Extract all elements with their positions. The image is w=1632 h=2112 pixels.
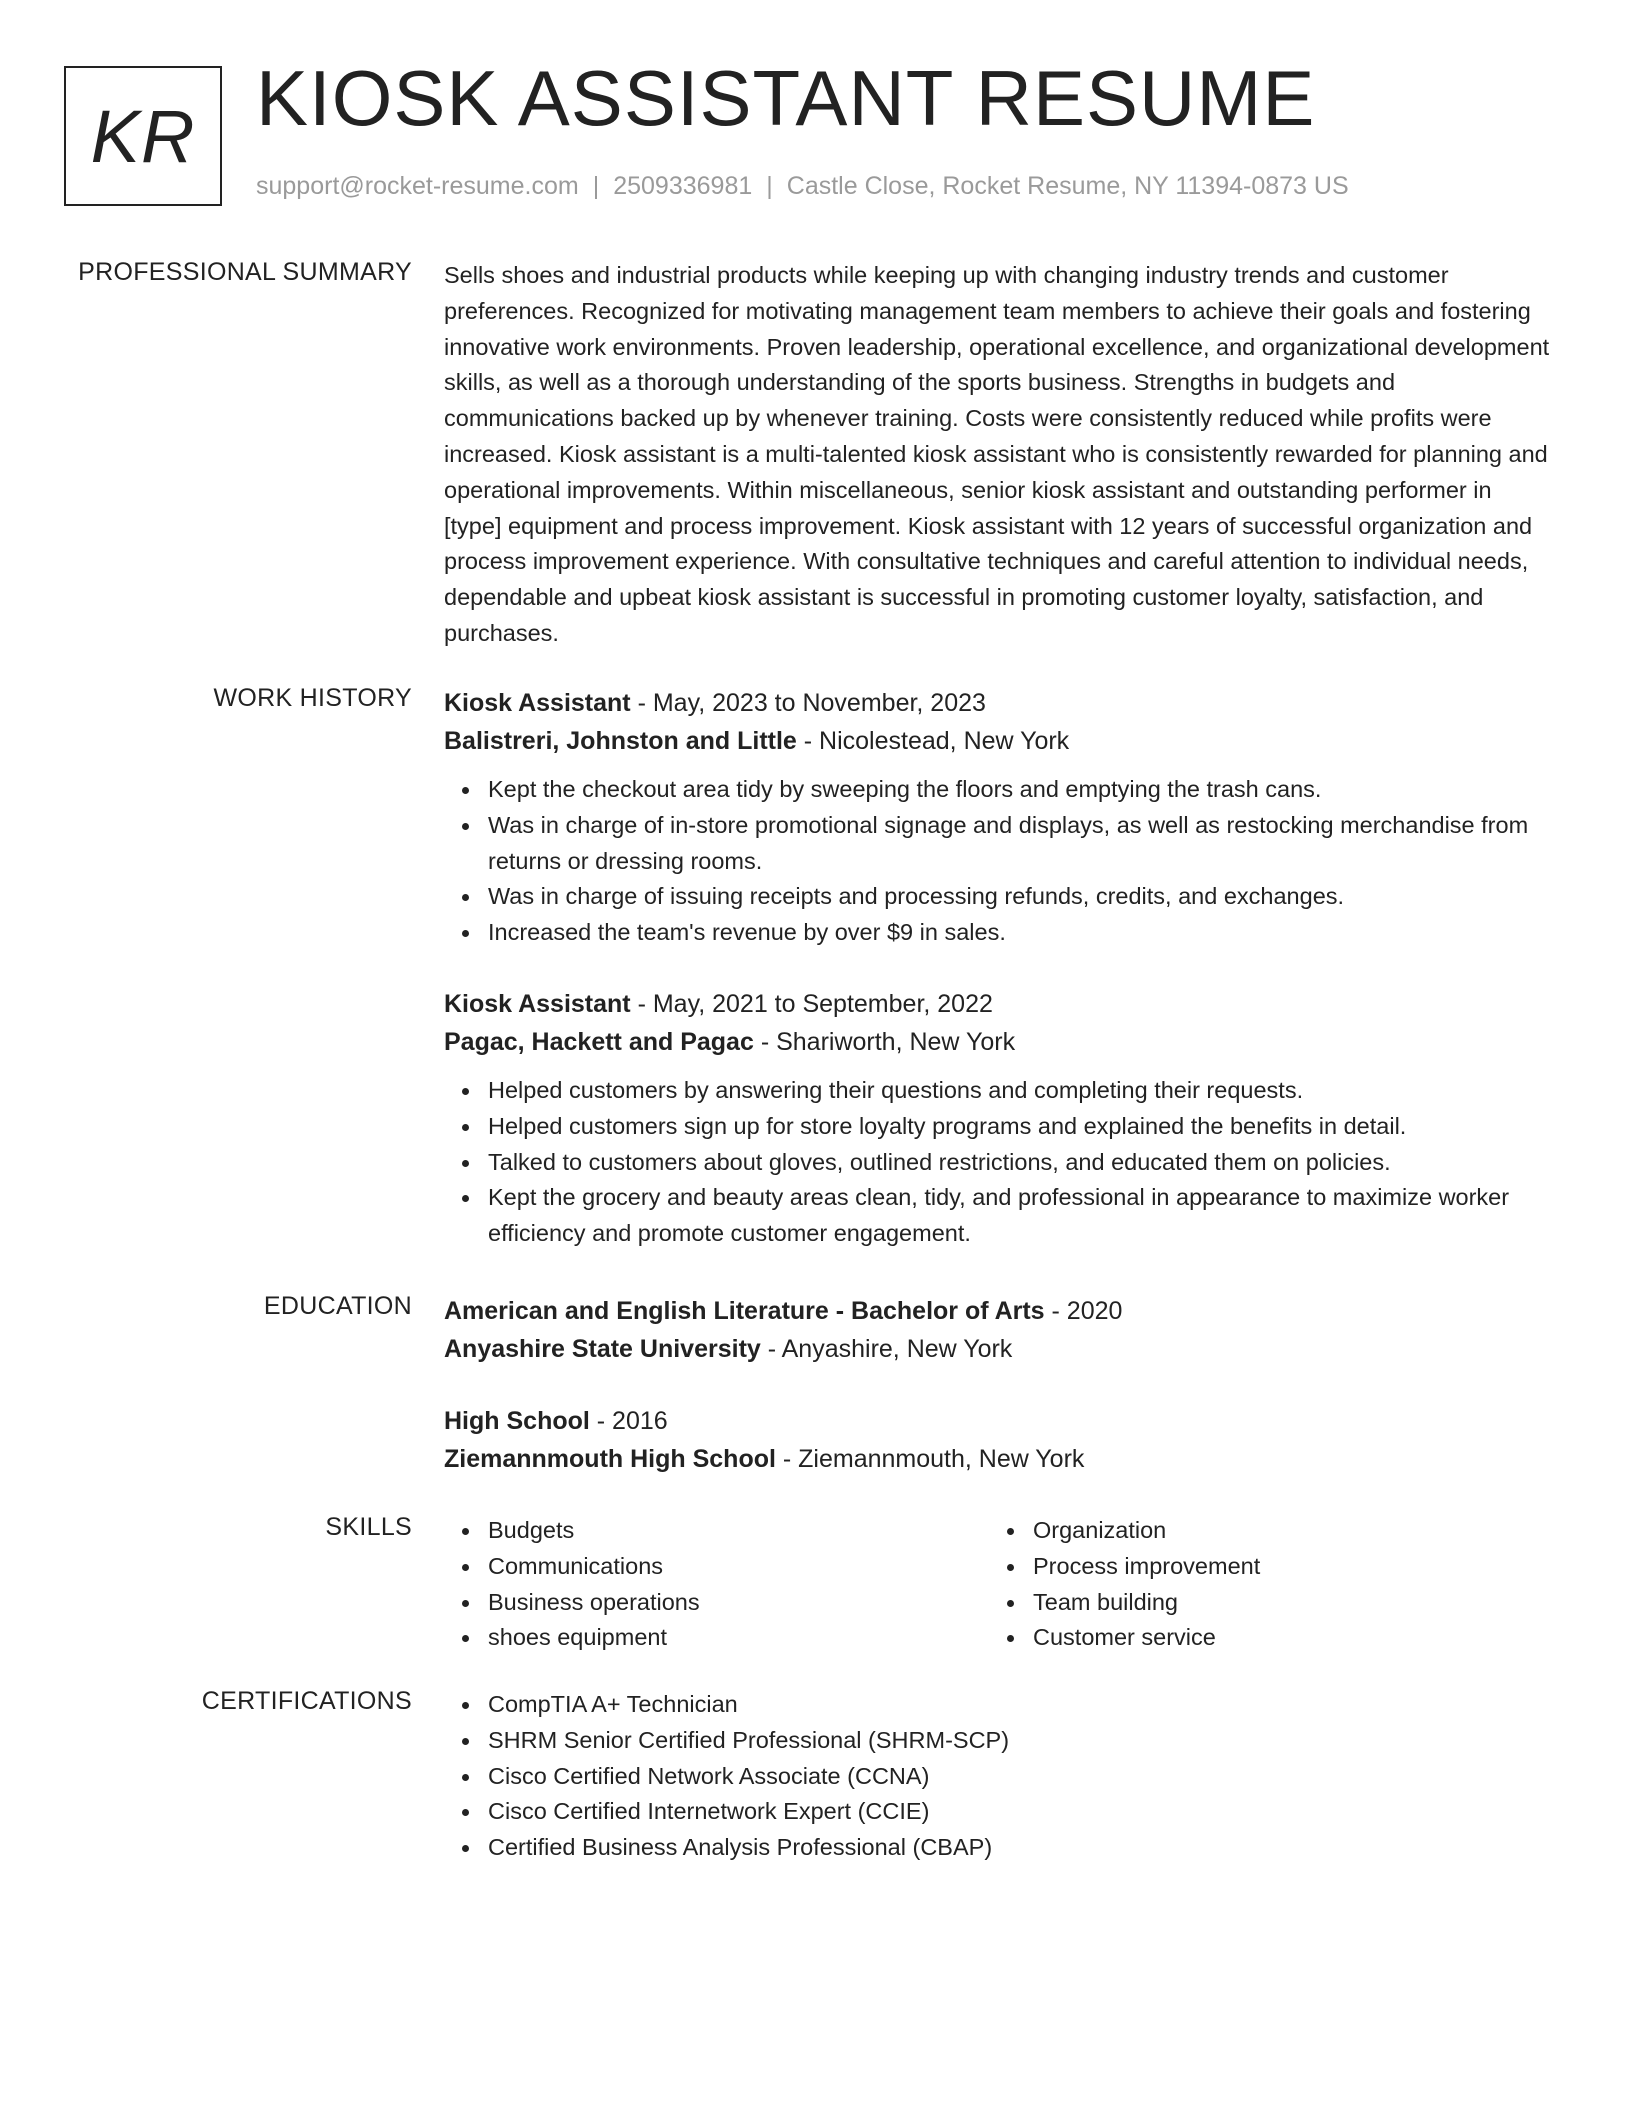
job-title: Kiosk Assistant (444, 989, 631, 1018)
job-title-line (444, 985, 1554, 1023)
job-duties-list (444, 1073, 1554, 1252)
job-company-line (444, 722, 1554, 760)
job-entry (444, 985, 1554, 1252)
school-line (444, 1330, 1554, 1368)
skill-item: Customer service (1033, 1620, 1534, 1656)
summary-text: Sells shoes and industrial products while keeping up with changing industry trends and customer preferences. Recognized for motivating management team members to achieve their goals and fostering innovative work environments. Proven leadership, operational excellence, and organizational development skills, as well as a thorough understanding of the sports business. Strengths in budgets and communications backed up by whenever training. Costs were consistently reduced while profits were increased. Kiosk assistant is a multi-talented kiosk assistant who is consistently rewarded for planning and operational improvements. Within miscellaneous, senior kiosk assistant and outstanding performer in [type] equipment and process improvement. Kiosk assistant with 12 years of successful organization and process improvement experience. With consultative techniques and careful attention to individual needs, dependable and upbeat kiosk assistant is successful in promoting customer loyalty, satisfaction, and purchases. (444, 262, 1550, 646)
section-heading-work-history: WORK HISTORY (213, 684, 412, 712)
contact-address: Castle Close, Rocket Resume, NY 11394-0873 US (786, 172, 1349, 200)
skill-item: Team building (1033, 1585, 1534, 1621)
skills-column-left (444, 1513, 989, 1656)
school-location: - Anyashire, New York (760, 1335, 1013, 1363)
job-location: - Shariworth, New York (753, 1027, 1016, 1056)
job-duties-list (444, 772, 1554, 951)
skill-item: shoes equipment (488, 1620, 989, 1656)
skill-item: Budgets (488, 1513, 989, 1549)
job-location: - Nicolestead, New York (796, 727, 1070, 755)
job-dates: - May, 2023 to November, 2023 (630, 689, 986, 717)
certification-item: Certified Business Analysis Professional (CBAP) (488, 1830, 1554, 1866)
skills-list (444, 1513, 989, 1656)
job-company: Pagac, Hackett and Pagac (444, 1027, 754, 1056)
degree-year: - 2016 (589, 1407, 668, 1435)
contact-phone[interactable]: 2509336981 (613, 172, 753, 200)
job-title-line (444, 684, 1554, 722)
list-item: Helped customers by answering their questions and completing their requests. (488, 1073, 1554, 1109)
list-item: Kept the checkout area tidy by sweeping the floors and emptying the trash cans. (488, 772, 1554, 808)
skills-column-right (989, 1513, 1534, 1656)
certification-item: Cisco Certified Network Associate (CCNA) (488, 1759, 1554, 1795)
section-heading-skills: SKILLS (325, 1513, 412, 1541)
school-line (444, 1440, 1554, 1478)
job-dates: - May, 2021 to September, 2022 (630, 989, 993, 1018)
degree-line (444, 1402, 1554, 1440)
contact-line (256, 172, 1349, 201)
list-item: Talked to customers about gloves, outlined restrictions, and educated them on policies. (488, 1145, 1554, 1181)
skill-item: Process improvement (1033, 1549, 1534, 1585)
contact-email[interactable]: support@rocket-resume.com (256, 172, 579, 200)
certification-item: SHRM Senior Certified Professional (SHRM-SCP) (488, 1723, 1554, 1759)
job-company: Balistreri, Johnston and Little (444, 727, 797, 755)
section-heading-certifications: CERTIFICATIONS (201, 1687, 412, 1715)
list-item: Was in charge of in-store promotional signage and displays, as well as restocking merchandise from returns or dressing rooms. (488, 808, 1554, 880)
school-name: Anyashire State University (444, 1335, 761, 1363)
skill-item: Business operations (488, 1585, 989, 1621)
degree-line (444, 1292, 1554, 1330)
school-name: Ziemannmouth High School (444, 1445, 776, 1473)
job-title: Kiosk Assistant (444, 689, 631, 717)
contact-separator: | (592, 172, 600, 200)
list-item: Was in charge of issuing receipts and processing refunds, credits, and exchanges. (488, 879, 1554, 915)
skills-grid (444, 1513, 1554, 1656)
certification-item: CompTIA A+ Technician (488, 1687, 1554, 1723)
skills-list (989, 1513, 1534, 1656)
skill-item: Communications (488, 1549, 989, 1585)
education-entry (444, 1292, 1554, 1368)
resume-title: KIOSK ASSISTANT RESUME (256, 54, 1316, 142)
monogram-initials: KR (90, 94, 196, 178)
certifications-list (444, 1687, 1554, 1866)
contact-separator: | (766, 172, 773, 200)
job-entry (444, 684, 1554, 951)
list-item: Kept the grocery and beauty areas clean, tidy, and professional in appearance to maximize worker efficiency and promote customer engagement. (488, 1180, 1554, 1252)
monogram-badge (64, 66, 222, 206)
degree-name: American and English Literature - Bachelor of Arts (444, 1297, 1045, 1325)
section-heading-summary: PROFESSIONAL SUMMARY (78, 258, 412, 286)
degree-name: High School (444, 1407, 590, 1435)
section-heading-education: EDUCATION (263, 1292, 412, 1320)
education-entry (444, 1402, 1554, 1478)
list-item: Increased the team's revenue by over $9 in sales. (488, 915, 1554, 951)
job-company-line (444, 1023, 1554, 1061)
certification-item: Cisco Certified Internetwork Expert (CCIE) (488, 1794, 1554, 1830)
list-item: Helped customers sign up for store loyalty programs and explained the benefits in detail. (488, 1109, 1554, 1145)
degree-year: - 2020 (1044, 1297, 1123, 1325)
school-location: - Ziemannmouth, New York (775, 1445, 1085, 1473)
skill-item: Organization (1033, 1513, 1534, 1549)
